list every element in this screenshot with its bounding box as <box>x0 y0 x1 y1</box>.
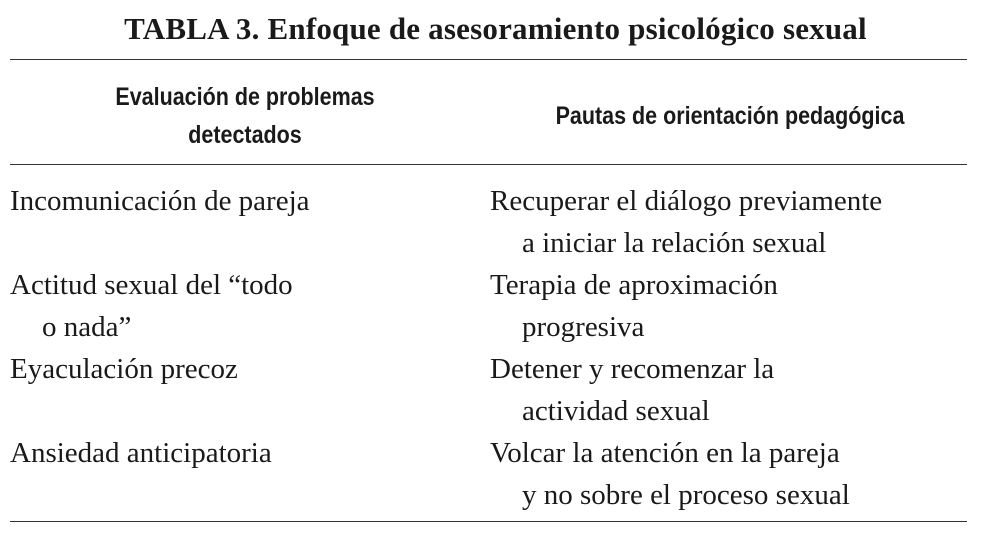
guideline-cell <box>490 432 985 516</box>
guideline-line: Volcar la atención en la pareja <box>490 437 840 469</box>
problem-line: o nada” <box>42 311 132 343</box>
problem-line: Incomunicación de pareja <box>10 185 310 217</box>
header-rule <box>10 164 967 165</box>
guideline-cell <box>490 180 985 264</box>
bottom-rule <box>10 521 967 522</box>
guideline-cell <box>490 348 985 432</box>
problem-line: Actitud sexual del “todo <box>10 269 293 301</box>
column-header-evaluation-line-2: detectados <box>188 121 302 149</box>
problem-cell <box>10 264 470 348</box>
guideline-line: a iniciar la relación sexual <box>522 227 827 259</box>
column-header-guidelines: Pautas de orientación pedagógica <box>555 102 905 130</box>
guideline-line: Detener y recomenzar la <box>490 353 775 385</box>
problem-line: Eyaculación precoz <box>10 353 238 385</box>
column-header-evaluation <box>60 78 430 154</box>
guideline-line: y no sobre el proceso sexual <box>522 479 850 511</box>
guideline-cell <box>490 264 985 348</box>
top-rule <box>10 59 967 60</box>
problem-cell <box>10 180 470 222</box>
column-header-evaluation-line-1: Evaluación de problemas <box>115 83 375 111</box>
guideline-line: actividad sexual <box>522 395 710 427</box>
guideline-line: Recuperar el diálogo previamente <box>490 185 883 217</box>
guideline-line: Terapia de aproximación <box>490 269 778 301</box>
guideline-line: progresiva <box>522 311 645 343</box>
table-title: TABLA 3. Enfoque de asesoramiento psicológico sexual <box>124 11 867 46</box>
problem-cell <box>10 348 470 390</box>
problem-cell <box>10 432 470 474</box>
problem-line: Ansiedad anticipatoria <box>10 437 272 469</box>
